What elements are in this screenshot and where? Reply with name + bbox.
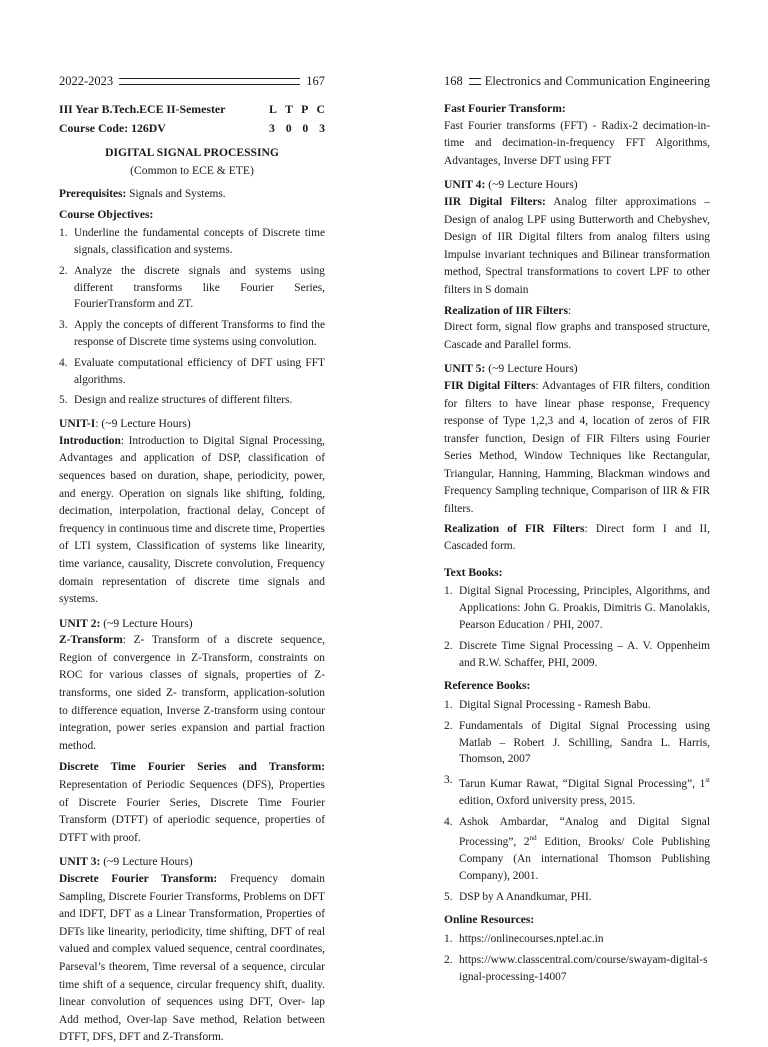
ltpc-label: T [285,102,293,116]
topic-label: IIR Digital Filters: [444,195,546,208]
unit-3-heading [59,853,325,871]
heading-text: Realization of IIR Filters [444,303,568,317]
list-item [59,317,325,351]
course-code: Course Code: 126DV [59,121,166,135]
heading-colon: : [567,303,572,317]
item-text: Evaluate computational efficiency of DFT using FFT algorithms. [74,356,325,386]
unit-label: UNIT 3: [59,855,101,869]
left-page-header [59,72,325,90]
resource-link[interactable]: https://www.classcentral.com/course/swayam-digital-signal-processing-14007 [459,953,708,983]
list-item [444,697,710,714]
course-year: III Year B.Tech.ECE II-Semester [59,102,226,116]
unit-label: UNIT-I [59,417,96,431]
ltpc-label: L [269,102,277,116]
realization-iir-heading [444,302,710,320]
unit-hours: (~9 Lecture Hours) [100,855,193,869]
item-number: 5. [444,890,453,903]
topic-text: Frequency domain Sampling, Discrete Fourier Transforms, Problems on DFT and IDFT, DFT as a Linear Transformation, Properties of DFTs like linearity, periodicity, time shifting, DFT of real valued and complex valued sequence, central coordinates, Parseval’s theorem, Time reversal of a sequence, circular time shift of a sequence, circular frequency shift, duality. linear convolution of sequences using DFT, Over- lap Add method, Over-lap Save method, Relation between DTFT, DFS, DFT and Z-Transform. [59,873,325,1044]
unit-hours: (~9 Lecture Hours) [485,362,578,376]
left-page [59,72,325,1047]
ltpc-labels [269,100,325,119]
fft-text: Fast Fourier transforms (FFT) - Radix-2 decimation-in-time and decimation-in-frequency FFT Algorithms, Advantages, Inverse DFT using FFT [444,119,710,167]
realization-fir [444,521,710,556]
item-text [459,772,710,809]
unit-3-dft [59,871,325,1047]
objectives-heading: Course Objectives: [59,207,154,221]
unit-label: UNIT 5: [444,362,486,376]
item-text: Fundamentals of Digital Signal Processing using Matlab – Robert J. Schilling, Sandra L. Harris, Thomson, 2007 [459,719,710,766]
item-text: Digital Signal Processing - Ramesh Babu. [459,699,651,712]
unit-1-body [59,433,325,609]
item-number: 2. [444,719,453,732]
course-year-row [59,100,325,119]
list-item [444,583,710,633]
right-page-header [444,72,710,90]
text-part: edition, Oxford university press, 2015. [459,794,636,807]
prereq-text: Signals and Systems. [126,188,226,200]
item-number: 3. [444,774,453,787]
list-item [59,392,325,409]
list-item [444,718,710,768]
topic-label: Z-Transform [59,634,123,647]
superscript: st [705,776,710,785]
textbooks-list [444,583,710,671]
resource-link[interactable]: https://onlinecourses.nptel.ac.in [459,932,604,945]
unit-5-heading [444,360,710,378]
ltpc-label: P [301,102,309,116]
fft-heading: Fast Fourier Transform: [444,102,566,115]
ltpc-value: 3 [319,121,325,135]
course-code-row [59,119,325,138]
course-subtitle: (Common to ECE & ETE) [130,164,254,177]
list-item [59,355,325,389]
item-text: Apply the concepts of different Transforms to find the response of Discrete time systems using convolution. [74,319,325,348]
realization-iir-text: Direct form, signal flow graphs and transposed structure, Cascade and Parallel forms. [444,321,710,351]
unit-4-iir [444,194,710,300]
item-text: Discrete Time Signal Processing – A. V. Oppenheim and R.W. Schaffer, PHI, 2009. [459,639,710,669]
textbooks-heading: Text Books: [444,565,503,579]
unit-hours: : (~9 Lecture Hours) [95,417,191,431]
unit-1-heading [59,415,325,433]
unit-label: UNIT 4: [444,178,486,192]
item-number: 2. [444,953,453,966]
item-number: 2. [59,264,68,277]
list-item [59,225,325,259]
header-rule [119,78,300,85]
unit-4-heading [444,176,710,194]
header-rule [469,78,481,85]
item-number: 5. [59,394,68,407]
unit-2-heading [59,615,325,633]
topic-text: : Direct form I and II, Cascaded form. [444,522,710,553]
list-item [444,772,710,809]
prereq-label: Prerequisites: [59,188,127,200]
ltpc-value: 3 [269,121,275,135]
item-text: Digital Signal Processing, Principles, Algorithms, and Applications: John G. Proakis, Dimitris G. Manolakis, Pearson Education / PHI, 2007. [459,585,710,632]
ltpc-label: C [316,102,325,116]
item-number: 1. [444,932,453,945]
list-item [444,889,710,906]
list-item [59,263,325,313]
list-item [444,931,710,948]
page-number: 168 [444,73,463,88]
list-item [444,814,710,885]
item-number: 1. [59,227,68,240]
item-number: 1. [444,699,453,712]
academic-year: 2022-2023 [59,73,114,88]
topic-text: : Z- Transform of a discrete sequence, Region of convergence in Z-Transform, constraints on ROC for various classes of signals, properties of Z-transforms, one sided Z- transform, application-solution to difference equation, Inverse Z-transform using contour integration, power series expansion and partial fraction method. [59,634,325,752]
topic-text: : Introduction to Digital Signal Processing, Advantages and application of DSP, classification of sequences based on duration, shape, periodicity, power, and energy. Operation on signals like shifting, folding, decimation, interpolation, fractional delay, Concept of frequency in continuous time and discrete time, Properties of LTI system, Classification of systems like linearity, time variance, causality, Discrete convolution, Frequency domain representation of discrete time signals and systems. [59,434,325,606]
list-item [444,952,710,986]
unit-hours: (~9 Lecture Hours) [100,616,193,630]
topic-label: Discrete Time Fourier Series and Transform: [59,761,325,774]
text-part: Ashok Ambardar, “Analog and Digital Signal Processing”, 2 [459,815,710,849]
topic-label: Introduction [59,434,121,447]
item-number: 3. [59,319,68,332]
ltpc-values [269,119,325,138]
reference-books-list [444,697,710,905]
right-page [444,72,710,989]
item-text: DSP by A Anandkumar, PHI. [459,890,592,903]
online-resources-list [444,931,710,985]
item-number: 4. [59,356,68,369]
topic-text: Analog filter approximations – Design of analog LPF using Butterworth and Chebyshev, Design of IIR Digital filters from analog filters using Impulse invariant techniques and Bilinear transformation method, Spectral transformations to covert LPF to other filters in S domain [444,195,710,296]
unit-5-fir [444,378,710,519]
item-text [459,814,710,885]
text-part: Tarun Kumar Rawat, “Digital Signal Processing”, 1 [459,778,706,790]
unit-2-ztransform [59,632,325,755]
topic-text: : Advantages of FIR filters, condition for filters to have linear phase response, Frequency response of Type 1,2,3 and 4, location of zeros of FIR transfer function, Design of FIR Filters using Fourier Series Method, Window Techniques like Rectangular, Triangular, Hanning, Hamming, Blackman windows and Frequency Sampling technique, Comparison of IIR & FIR filters. [444,379,711,516]
unit-2-dtfs [59,759,325,847]
ltpc-value: 0 [285,121,292,135]
list-item [444,638,710,672]
objectives-list [59,225,325,409]
topic-text: Representation of Periodic Sequences (DFS), Properties of Discrete Fourier Series, Discrete Time Fourier Transform (DTFT) of aperiodic sequence, properties of DTFT with proof. [59,779,325,844]
ltpc-value: 0 [302,121,309,135]
online-resources-heading: Online Resources: [444,913,535,927]
text-part: Edition, Brooks/ Cole Publishing Company (An international Thomson Publishing Company), 2001. [459,836,710,882]
prerequisites [59,186,325,204]
department-name: Electronics and Communication Engineering [484,73,710,88]
topic-label: Realization of FIR Filters [444,522,585,535]
page-number: 167 [306,73,325,88]
topic-label: Discrete Fourier Transform: [59,873,218,885]
reference-books-heading: Reference Books: [444,679,531,693]
item-number: 2. [444,639,453,652]
unit-label: UNIT 2: [59,616,101,630]
item-text: Design and realize structures of different filters. [74,394,293,407]
item-text: Underline the fundamental concepts of Discrete time signals, classification and systems. [74,227,325,256]
item-text: Analyze the discrete signals and systems using different transforms like Fourier Series, FourierTransform and ZT. [74,264,325,311]
item-number: 1. [444,585,453,598]
course-title: DIGITAL SIGNAL PROCESSING [105,146,279,159]
superscript: nd [529,834,537,843]
topic-label: FIR Digital Filters [444,379,536,392]
unit-hours: (~9 Lecture Hours) [485,178,578,192]
item-number: 4. [444,815,453,828]
